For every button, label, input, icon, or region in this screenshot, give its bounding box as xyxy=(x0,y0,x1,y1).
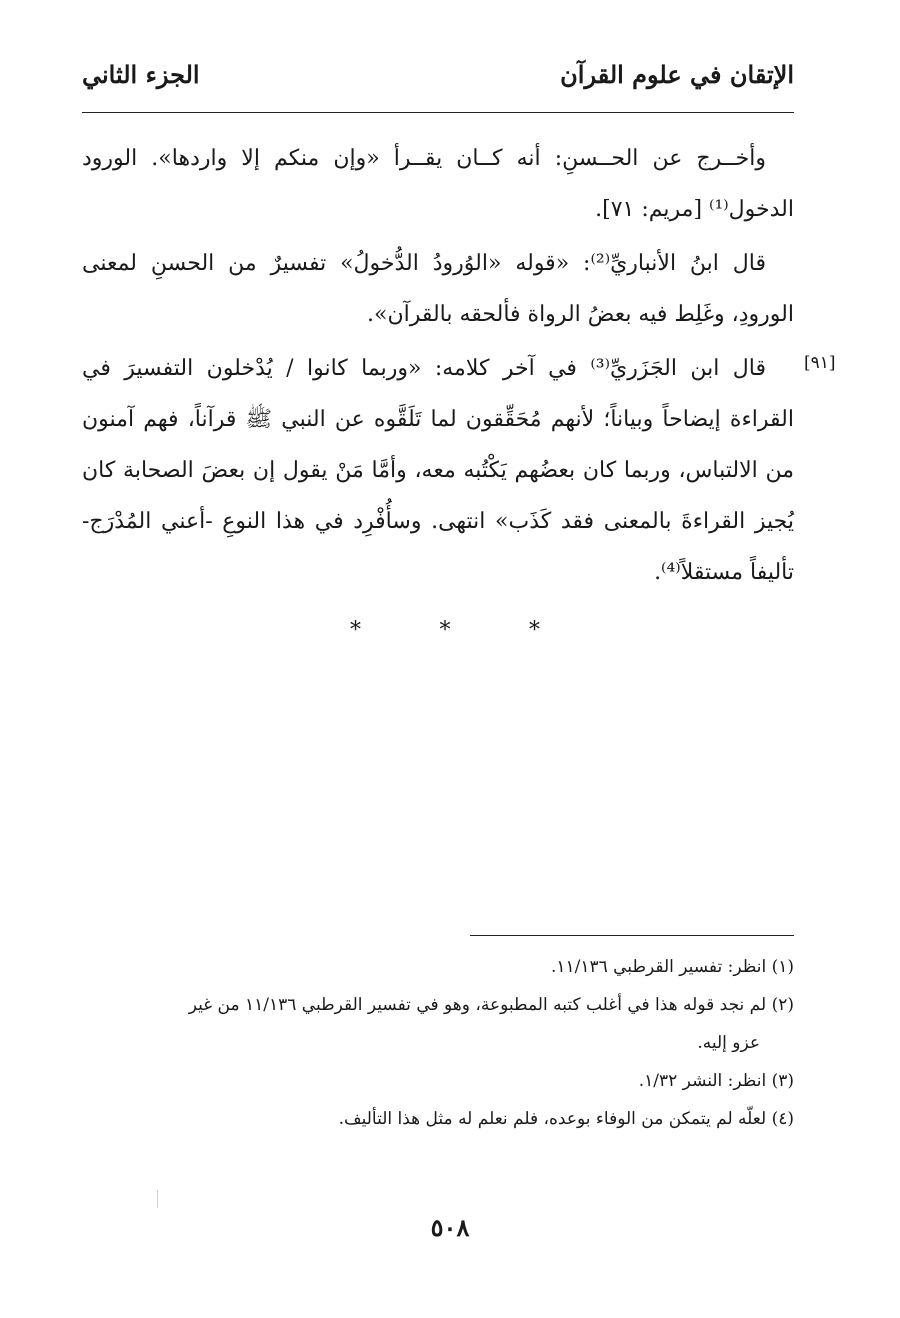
asterisk: * xyxy=(439,618,451,643)
asterisk: * xyxy=(529,618,540,643)
asterisk: * xyxy=(350,618,361,643)
footnote-1: (١) انظر: تفسير القرطبي ١١/١٣٦. xyxy=(550,957,794,977)
section-separator xyxy=(350,618,540,643)
main-text xyxy=(82,133,794,601)
header-divider xyxy=(82,112,794,113)
footnote-2: (٢) لم نجد قوله هذا في أغلب كتبه المطبوعة، وهو في تفسير القرطبي ١١/١٣٦ من غير xyxy=(188,995,794,1015)
footnote-3: (٣) انظر: النشر ١/٣٢. xyxy=(638,1071,794,1091)
page-number: ٥٠٨ xyxy=(430,1213,470,1242)
paragraph-3: قال ابن الجَزَريِّ⁽³⁾ في آخر كلامه: «وربما كانوا / يُدْخلون التفسيرَ في القراءة إيضاحاً وبياناً؛ لأنهم مُحَقِّقون لما تَلَقَّوه عن النبي ﷺ قرآناً، فهم آمنون من الالتباس، وربما كان بعضُهم يَكْتُبه معه، وأمَّا مَنْ يقول إن بعضَ الصحابة كان يُجيز القراءةَ بالمعنى فقد كَذَب» انتهى. وسأُفْرِد في هذا النوعِ -أعني المُدْرَج- تأليفاً مستقلاً⁽⁴⁾. xyxy=(82,356,794,585)
paragraph-1: وأخــرج عن الحــسنِ: أنه كــان يقــرأ «وإن منكم إلا واردها». الورود الدخول⁽¹⁾ [مريم: ٧١]. xyxy=(82,146,794,222)
running-head xyxy=(82,58,794,102)
paragraph-2: قال ابنُ الأنباريِّ⁽²⁾: «قوله «الوُرودُ الدُّخولُ» تفسيرٌ من الحسنِ لمعنى الورودِ، وغَلِط فيه بعضُ الرواة فألحقه بالقرآن». xyxy=(82,251,794,327)
footnote-divider xyxy=(470,935,794,936)
part-title: الجزء الثاني xyxy=(82,60,200,89)
margin-reference: [٩١] xyxy=(804,353,836,373)
footnote-2-continuation: عزو إليه. xyxy=(697,1033,760,1053)
scan-mark xyxy=(157,1190,158,1208)
footnotes xyxy=(82,948,794,1138)
footnote-4: (٤) لعلّه لم يتمكن من الوفاء بوعده، فلم نعلم له مثل هذا التأليف. xyxy=(338,1109,794,1129)
book-title: الإتقان في علوم القرآن xyxy=(560,60,794,89)
